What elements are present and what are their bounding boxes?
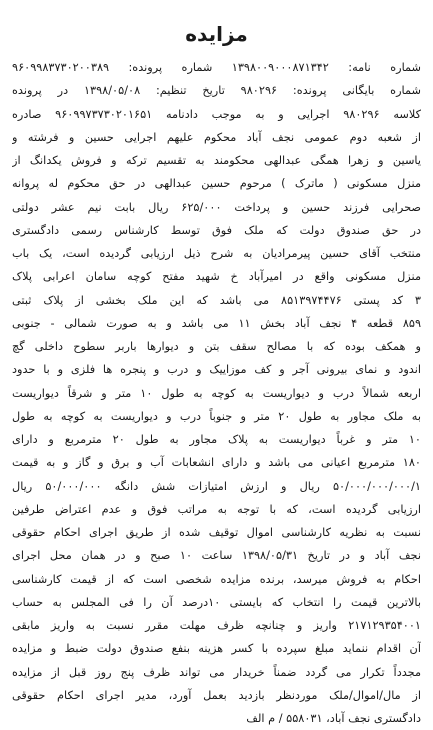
notice-line: در حق صندوق دولت که ملک فوق توسط کارشناس رسمی دادگستری (12, 223, 421, 237)
notice-line: دادگستری نجف آباد، ۵۵۸۰۳۱ / م الف (246, 712, 421, 725)
notice-line: ۱۸۰ مترمربع اعیانی می باشد و دارای انشعابات آب و برق و گاز و به قیمت (12, 456, 421, 470)
notice-line: اربعه شمالاً درب و دیواریست به کوچه به طول ۱۰ متر و شرقاً دیواریست (12, 386, 421, 400)
notice-line: منزل مسکونی ( ماترک ) مرحوم حسین عبدالهی در حق محکوم له پروانه (12, 177, 421, 191)
notice-line: و همکف بوده که با مصالح سقف بتن و دیوارها باربر سطوح داخلی گچ (12, 340, 421, 353)
notice-line: نسبت به نظریه کارشناسی اموال توقیف شده از طریق اجرای احکام حقوقی (12, 526, 421, 539)
notice-line: مجدداً تکرار می گردد ضمناً خریدار می تواند ظرف پنج روز قبل از مزایده (12, 665, 421, 679)
notice-line: احکام به فروش میرسد، برنده مزایده شخصی است که از قیمت کارشناسی (12, 572, 421, 586)
notice-line: بالاترین قیمت را انتخاب که بایستی ۱۰درصد آن را فی المجلس به حساب (12, 595, 421, 609)
notice-line: ۵۰/۰۰۰/۰۰۰/۰۰۰/۱ ریال و ارزش امتیازات شش دانگه ۵۰/۰۰۰/۰۰۰ ریال (12, 479, 421, 493)
notice-line: ارزیابی گردیده است، که با توجه به مراتب فوق و عدم اعتراض طرفین (12, 502, 421, 516)
notice-line: یاسین و زهرا همگی عبدالهی محکومند به تقسیم ترکه و فروش یکدانگ از (12, 154, 421, 167)
notice-title: مزایده (185, 22, 248, 46)
notice-line: آن اقدام ننماید مبلغ سپرده با کسر هزینه بنفع صندوق دولت ضبط و مزایده (12, 642, 421, 656)
notice-line: صحرایی فرزند حسین و پرداخت ۶۲۵/۰۰۰ ریال بابت نیم عشر دولتی (12, 200, 421, 214)
notice-line: اندود و نمای بیرونی آجر و کف موزاییک و درب و پنجره ها فلزی و با حدود (12, 363, 421, 377)
notice-line: از مال/اموال/ملک موردنظر بازدید بعمل آورد، مدیر اجرای احکام حقوقی (12, 688, 421, 702)
notice-line: به ملک مجاور به طول ۲۰ متر و جنوباً درب و دیواریست به کوچه به طول (12, 409, 421, 423)
notice-line: ۱۰ متر و غرباً دیواریست به پلاک مجاور به طول ۲۰ مترمربع و دارای (12, 433, 421, 446)
notice-line: کلاسه ۹۸۰۲۹۶ اجرایی و به موجب دادنامه ۹۶۰۹۹۷۳۷۳۰۲۰۱۶۵۱ صادره (12, 107, 421, 121)
notice-line: ۳ کد پستی ۸۵۱۳۹۷۴۴۷۶ می باشد که این ملک بخشی از پلاک ثبتی (12, 293, 421, 307)
notice-line: ۲۱۷۱۲۹۳۵۴۰۰۱ واریز و چنانچه ظرف مهلت مقرر نسبت به واریز مابقی (12, 619, 421, 632)
notice-line: ۸۵۹ قطعه ۴ نجف آباد بخش ۱۱ می باشد و به صورت شمالی - جنوبی (12, 316, 421, 330)
notice-line: از شعبه دوم عمومی نجف آباد محکوم علیهم اجرایی حسین و فرشته و (12, 130, 421, 144)
notice-line: شماره بایگانی پرونده: ۹۸۰۲۹۶ تاریخ تنظیم: ۱۳۹۸/۰۵/۰۸ در پرونده (12, 84, 421, 98)
notice-line: منتخب آقای حسین پیرمرادیان به شرح ذیل ارزیابی گردیده است، یک باب (12, 247, 421, 260)
notice-line: شماره نامه: ۱۳۹۸۰۰۹۰۰۰۸۷۱۳۴۲ شماره پرونده: ۹۶۰۹۹۸۳۷۳۰۲۰۰۳۸۹ (12, 61, 421, 74)
notice-line: منزل مسکونی واقع در امیرآباد خ شهید مفتح کوچه سامان اعرابی پلاک (12, 270, 421, 284)
notice-line: نجف آباد و در تاریخ ۱۳۹۸/۰۵/۳۱ ساعت ۱۰ صبح و در همان محل اجرای (12, 549, 421, 563)
notice-body (12, 56, 421, 730)
